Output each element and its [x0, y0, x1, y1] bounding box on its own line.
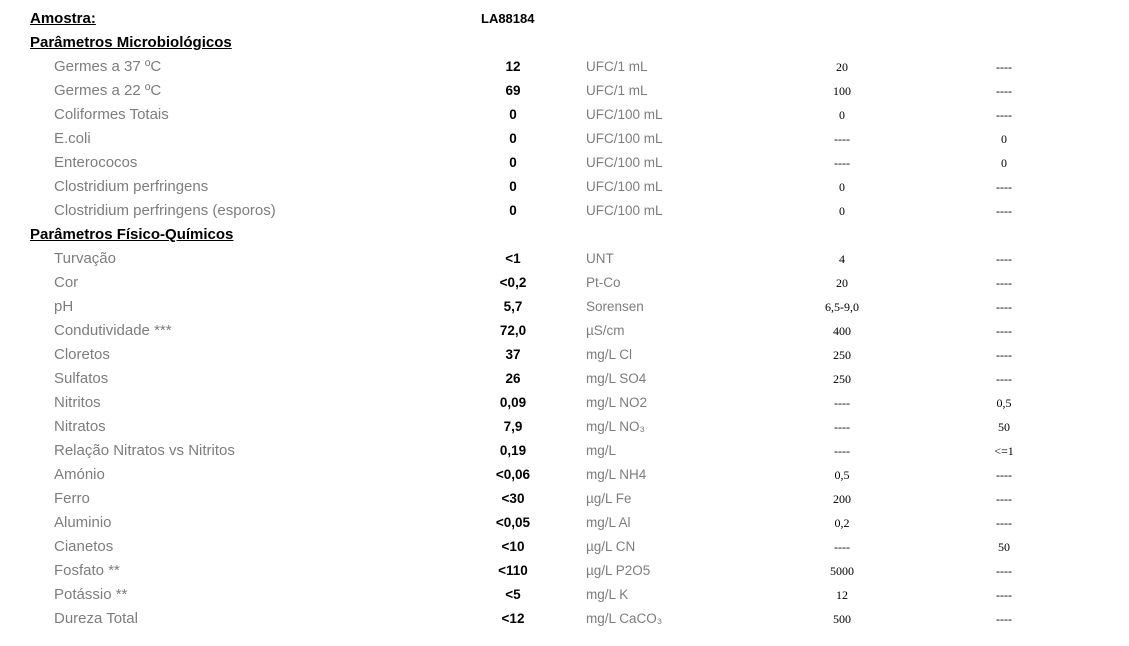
result-value: <110 [498, 563, 528, 578]
parameter-row [0, 271, 1129, 295]
parameter-row [0, 175, 1129, 199]
unit-label: mg/L [586, 443, 617, 458]
parameter-name: Condutividade *** [54, 322, 172, 339]
parameter-name: Nitritos [54, 394, 101, 411]
unit-label: µg/L CN [586, 539, 636, 554]
limit-value: 50 [998, 420, 1010, 434]
limit-value: ---- [996, 180, 1012, 194]
parametric-value: 100 [833, 84, 851, 98]
section-title: Parâmetros Físico-Químicos [30, 226, 234, 243]
parameter-row [0, 511, 1129, 535]
parameter-name: Coliformes Totais [54, 106, 169, 123]
parameter-name: Clostridium perfringens [54, 178, 209, 195]
parameter-row [0, 295, 1129, 319]
parameter-name: Relação Nitratos vs Nitritos [54, 442, 235, 459]
parametric-value: 0,5 [834, 468, 850, 482]
parametric-value: 200 [833, 492, 851, 506]
parametric-value: 500 [833, 612, 851, 626]
parameter-name: pH [54, 298, 74, 315]
result-value: <0,05 [495, 515, 531, 530]
parameter-row [0, 463, 1129, 487]
limit-value: ---- [996, 276, 1012, 290]
parameter-row [0, 247, 1129, 271]
parameter-name: Ferro [54, 490, 90, 507]
parameter-row [0, 151, 1129, 175]
result-value: 0,09 [499, 395, 527, 410]
parametric-value: ---- [834, 132, 850, 146]
parameter-row [0, 367, 1129, 391]
parameter-row [0, 415, 1129, 439]
parameter-name: Clostridium perfringens (esporos) [54, 202, 276, 219]
limit-value: ---- [996, 300, 1012, 314]
parameter-row [0, 343, 1129, 367]
limit-value: ---- [996, 516, 1012, 530]
parameter-name: Cloretos [54, 346, 110, 363]
unit-label: UFC/100 mL [586, 155, 663, 170]
result-value: 0 [509, 203, 517, 218]
sample-line [0, 7, 1129, 31]
result-value: <30 [501, 491, 525, 506]
parametric-value: 400 [833, 324, 851, 338]
parametric-value: 250 [833, 372, 851, 386]
unit-label: mg/L NO₃ [586, 419, 646, 434]
parameter-name: Cianetos [54, 538, 114, 555]
result-value: 0 [509, 107, 517, 122]
parameter-row [0, 199, 1129, 223]
parametric-value: 6,5-9,0 [825, 300, 859, 314]
parametric-value: 0 [839, 108, 845, 122]
parametric-value: 250 [833, 348, 851, 362]
limit-value: ---- [996, 252, 1012, 266]
parameter-row [0, 55, 1129, 79]
parameter-row [0, 535, 1129, 559]
parametric-value: 20 [836, 276, 848, 290]
result-value: 37 [505, 347, 521, 362]
unit-label: mg/L K [586, 587, 629, 602]
parametric-value: 4 [839, 252, 845, 266]
unit-label: UFC/100 mL [586, 179, 663, 194]
limit-value: ---- [996, 84, 1012, 98]
parameter-row [0, 79, 1129, 103]
unit-label: µg/L Fe [586, 491, 632, 506]
parametric-value: 0 [839, 180, 845, 194]
unit-label: UFC/1 mL [586, 59, 648, 74]
parameter-name: E.coli [54, 130, 91, 147]
section-title: Parâmetros Microbiológicos [30, 34, 232, 51]
limit-value: ---- [996, 588, 1012, 602]
parameter-name: Fosfato ** [54, 562, 120, 579]
unit-label: µg/L P2O5 [586, 563, 651, 578]
result-value: 26 [505, 371, 521, 386]
parameter-name: Potássio ** [54, 586, 128, 603]
unit-label: UFC/100 mL [586, 131, 663, 146]
result-value: <0,2 [499, 275, 527, 290]
parameter-row [0, 559, 1129, 583]
limit-value: ---- [996, 564, 1012, 578]
unit-label: µS/cm [586, 323, 625, 338]
limit-value: ---- [996, 204, 1012, 218]
parameter-name: Aluminio [54, 514, 112, 531]
result-value: <1 [505, 251, 521, 266]
parameter-row [0, 439, 1129, 463]
result-value: <12 [501, 611, 525, 626]
sample-code: LA88184 [481, 11, 535, 26]
unit-label: UFC/100 mL [586, 203, 663, 218]
limit-value: 0 [1001, 132, 1007, 146]
limit-value: ---- [996, 372, 1012, 386]
parameter-name: Turvação [54, 250, 116, 267]
result-value: 7,9 [503, 419, 523, 434]
limit-value: 50 [998, 540, 1010, 554]
parametric-value: ---- [834, 444, 850, 458]
unit-label: Pt-Co [586, 275, 621, 290]
unit-label: mg/L Al [586, 515, 631, 530]
result-value: 12 [505, 59, 521, 74]
unit-label: mg/L NH4 [586, 467, 647, 482]
parameter-row [0, 391, 1129, 415]
parameter-name: Nitratos [54, 418, 106, 435]
limit-value: ---- [996, 492, 1012, 506]
unit-label: Sorensen [586, 299, 644, 314]
result-value: 0 [509, 155, 517, 170]
limit-value: ---- [996, 348, 1012, 362]
result-value: 0 [509, 131, 517, 146]
parametric-value: ---- [834, 420, 850, 434]
limit-value: <=1 [994, 444, 1014, 458]
parameter-row [0, 607, 1129, 631]
limit-value: ---- [996, 108, 1012, 122]
limit-value: 0 [1001, 156, 1007, 170]
unit-label: UNT [586, 251, 614, 266]
limit-value: ---- [996, 60, 1012, 74]
result-value: 0 [509, 179, 517, 194]
result-value: 5,7 [503, 299, 523, 314]
section-heading-line [0, 223, 1129, 247]
result-value: <5 [505, 587, 521, 602]
parameter-name: Germes a 37 ºC [54, 58, 162, 75]
result-value: 0,19 [499, 443, 527, 458]
parametric-value: ---- [834, 540, 850, 554]
parameter-name: Amónio [54, 466, 105, 483]
sample-label: Amostra: [30, 10, 96, 27]
unit-label: UFC/1 mL [586, 83, 648, 98]
unit-label: UFC/100 mL [586, 107, 663, 122]
result-value: <10 [501, 539, 525, 554]
parametric-value: 0 [839, 204, 845, 218]
parametric-value: 0,2 [834, 516, 850, 530]
limit-value: ---- [996, 612, 1012, 626]
parameter-row [0, 127, 1129, 151]
unit-label: mg/L SO4 [586, 371, 647, 386]
result-value: 69 [505, 83, 521, 98]
parametric-value: ---- [834, 396, 850, 410]
parameter-name: Dureza Total [54, 610, 138, 627]
parametric-value: 12 [836, 588, 848, 602]
limit-value: 0,5 [996, 396, 1012, 410]
limit-value: ---- [996, 468, 1012, 482]
limit-value: ---- [996, 324, 1012, 338]
unit-label: mg/L CaCO₃ [586, 611, 663, 626]
parametric-value: ---- [834, 156, 850, 170]
unit-label: mg/L NO2 [586, 395, 648, 410]
parameter-name: Sulfatos [54, 370, 109, 387]
result-value: 72,0 [499, 323, 527, 338]
parameter-row [0, 583, 1129, 607]
parametric-value: 20 [836, 60, 848, 74]
result-value: <0,06 [495, 467, 531, 482]
parameter-row [0, 487, 1129, 511]
unit-label: mg/L Cl [586, 347, 633, 362]
section-heading-line [0, 31, 1129, 55]
parameter-name: Germes a 22 ºC [54, 82, 162, 99]
parameter-row [0, 319, 1129, 343]
parameter-row [0, 103, 1129, 127]
parameter-name: Enterococos [54, 154, 138, 171]
parametric-value: 5000 [830, 564, 854, 578]
parameter-name: Cor [54, 274, 79, 291]
